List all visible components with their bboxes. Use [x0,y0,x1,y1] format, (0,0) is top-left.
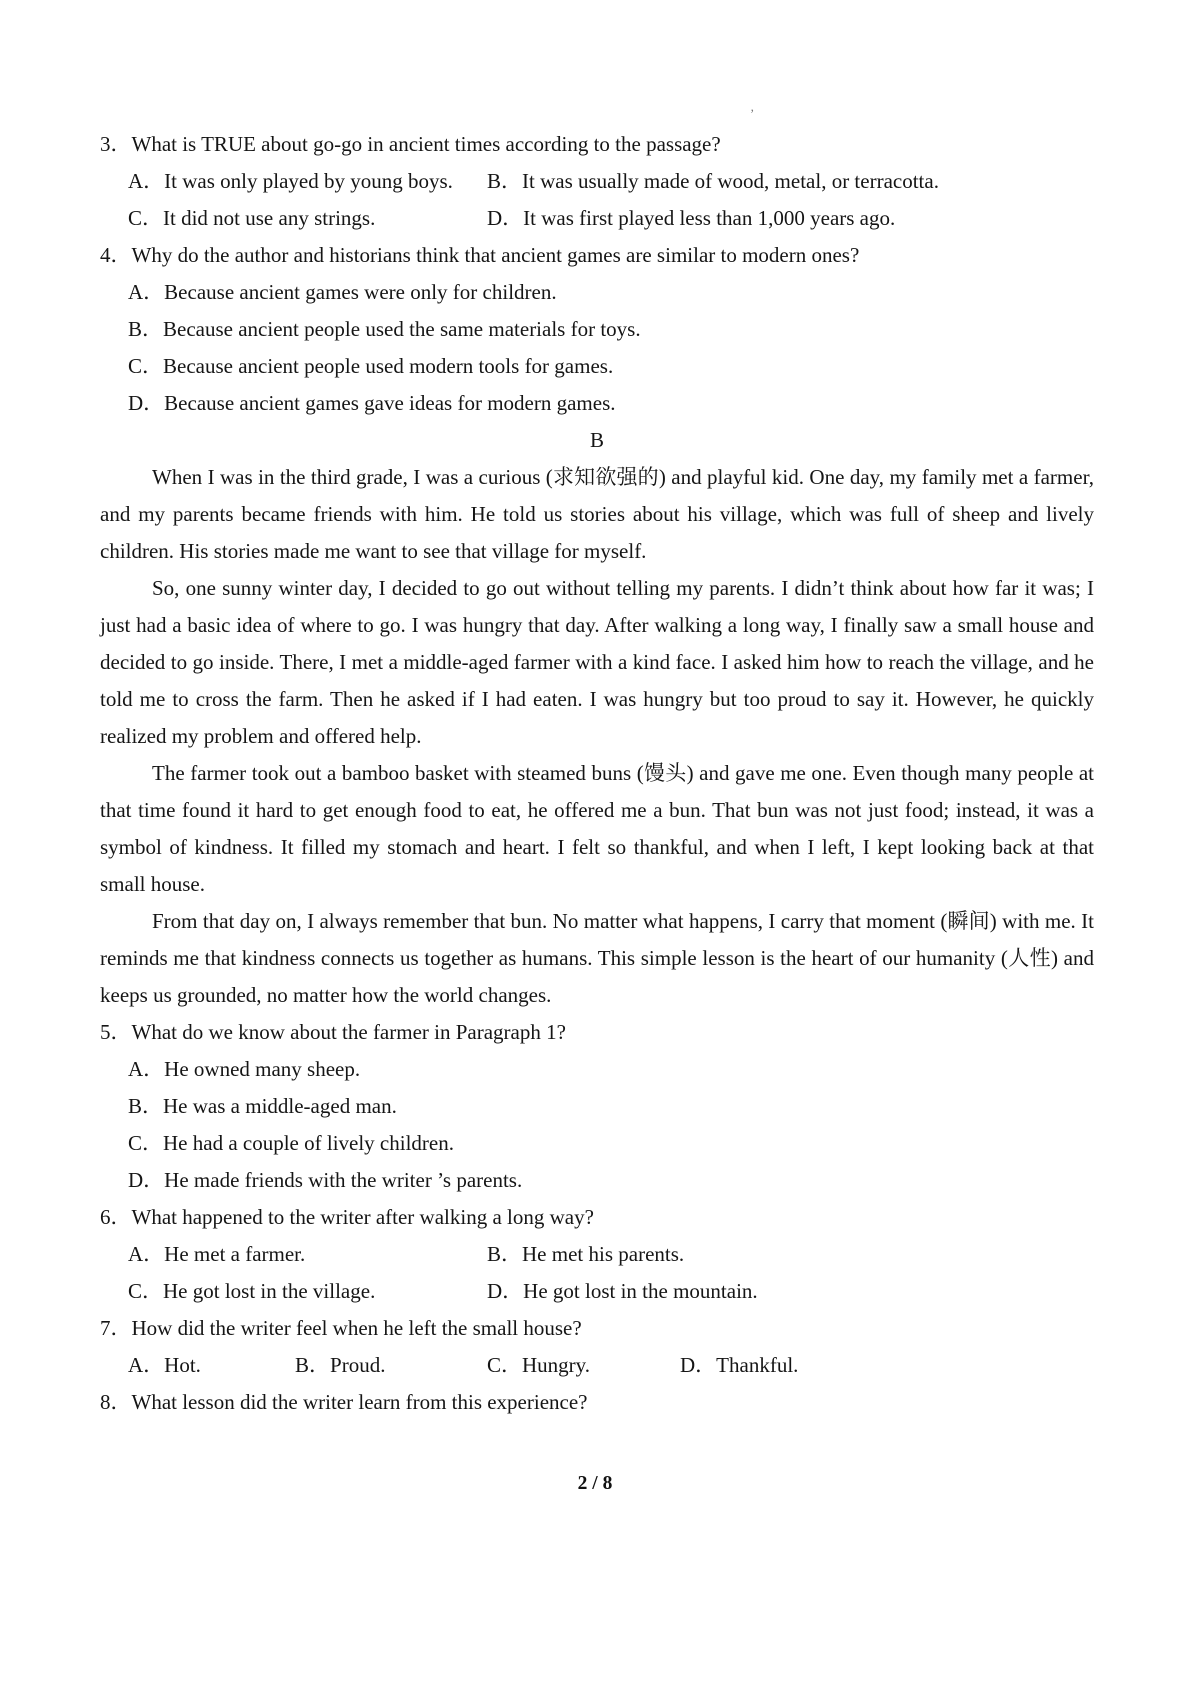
passage-paragraph: When I was in the third grade, I was a curious (求知欲强的) and playful kid. One day, my family met a farmer, and my parents became friends with him. He told us stories about his village, which was full of sheep and lively children. His stories made me want to see that village for myself. [100,465,1094,563]
option-text: He met a farmer. [164,1242,306,1266]
options-group [128,163,1094,237]
passage-body [100,459,1094,1014]
option-label: D． [487,206,524,230]
option-label: C． [128,1279,164,1303]
question-number: 3． [100,132,132,156]
options-group [128,274,1094,422]
question-text: What happened to the writer after walking a long way? [131,1205,594,1229]
option-item [487,1273,1094,1310]
option-label: C． [128,354,164,378]
passage-paragraph: From that day on, I always remember that bun. No matter what happens, I carry that moment (瞬间) with me. It reminds me that kindness connects us together as humans. This simple lesson is the heart of our humanity (人性) and keeps us grounded, no matter how the world changes. [100,909,1094,1007]
option-item [487,1347,680,1384]
option-item [128,1051,1094,1088]
option-item [128,200,487,237]
options-group [128,1347,1094,1384]
option-text: Because ancient people used modern tools for games. [163,354,614,378]
option-label: D． [128,391,165,415]
option-label: A． [128,1353,165,1377]
option-text: It was usually made of wood, metal, or terracotta. [522,169,939,193]
option-label: A． [128,1242,165,1266]
options-group [128,1236,1094,1310]
question-block [100,237,1094,422]
question-line [100,126,1094,163]
question-text: How did the writer feel when he left the small house? [131,1316,582,1340]
question-line [100,1014,1094,1051]
passage-section-label: B [589,428,604,452]
option-item [128,311,1094,348]
option-label: A． [128,169,165,193]
option-label: D． [680,1353,717,1377]
option-item [128,348,1094,385]
option-text: He owned many sheep. [164,1057,361,1081]
page-number: 2 / 8 [577,1473,613,1494]
question-number: 4． [100,243,132,267]
option-text: It was only played by young boys. [164,169,453,193]
option-text: Thankful. [716,1353,799,1377]
question-line [100,237,1094,274]
option-label: B． [128,1094,164,1118]
option-item [295,1347,487,1384]
questions-5-8 [100,1014,1094,1421]
passage-paragraph: So, one sunny winter day, I decided to go out without telling my parents. I didn’t think about how far it was; I just had a basic idea of where to go. I was hungry that day. After walking a long way, I finally saw a small house and decided to go inside. There, I met a middle-aged farmer with a kind face. I asked him how to reach the village, and he told me to cross the farm. Then he asked if I had eaten. I was hungry but too proud to say it. However, he quickly realized my problem and offered help. [100,576,1094,748]
option-text: He made friends with the writer ’s parents. [164,1168,523,1192]
option-item [128,385,1094,422]
option-text: Because ancient games gave ideas for modern games. [164,391,616,415]
option-item [487,1236,1094,1273]
option-item [128,274,1094,311]
option-item [487,163,1094,200]
question-number: 8． [100,1390,132,1414]
option-text: Hungry. [522,1353,591,1377]
question-number: 7． [100,1316,132,1340]
option-item [128,1088,1094,1125]
option-text: It was first played less than 1,000 years ago. [523,206,896,230]
option-text: He had a couple of lively children. [163,1131,454,1155]
question-block [100,126,1094,237]
option-text: Because ancient people used the same materials for toys. [163,317,641,341]
question-block [100,1384,1094,1421]
option-item [128,1125,1094,1162]
option-label: D． [487,1279,524,1303]
option-text: It did not use any strings. [163,206,376,230]
question-block [100,1310,1094,1384]
option-text: He was a middle-aged man. [163,1094,397,1118]
question-number: 6． [100,1205,132,1229]
question-text: What do we know about the farmer in Paragraph 1? [131,1020,566,1044]
option-item [487,200,1094,237]
option-item [128,1162,1094,1199]
question-text: Why do the author and historians think that ancient games are similar to modern ones? [131,243,860,267]
option-label: D． [128,1168,165,1192]
option-item [128,1273,487,1310]
option-label: B． [487,1242,523,1266]
question-line [100,1384,1094,1421]
option-label: C． [487,1353,523,1377]
questions-3-4 [100,126,1094,422]
option-label: B． [487,169,523,193]
option-text: Hot. [164,1353,201,1377]
option-text: Proud. [330,1353,386,1377]
option-label: A． [128,1057,165,1081]
question-block [100,1014,1094,1199]
passage-paragraph: The farmer took out a bamboo basket with steamed buns (馒头) and gave me one. Even though many people at that time found it hard to get enough food to eat, he offered me a bun. That bun was not just food; instead, it was a symbol of kindness. It filled my stomach and heart. I felt so thankful, and when I left, I kept looking back at that small house. [100,761,1094,896]
option-text: Because ancient games were only for children. [164,280,557,304]
option-text: He got lost in the mountain. [523,1279,758,1303]
option-item [128,163,487,200]
question-number: 5． [100,1020,132,1044]
option-label: B． [295,1353,331,1377]
option-text: He got lost in the village. [163,1279,376,1303]
stray-mark: ʼ [750,106,755,121]
option-label: A． [128,280,165,304]
option-label: B． [128,317,164,341]
option-text: He met his parents. [522,1242,685,1266]
option-label: C． [128,206,164,230]
exam-page-content [100,126,1094,1421]
option-item [128,1347,295,1384]
question-line [100,1310,1094,1347]
option-item [680,1347,1094,1384]
options-group [128,1051,1094,1199]
question-text: What is TRUE about go-go in ancient times according to the passage? [131,132,721,156]
option-item [128,1236,487,1273]
question-line [100,1199,1094,1236]
question-text: What lesson did the writer learn from this experience? [131,1390,588,1414]
option-label: C． [128,1131,164,1155]
question-block [100,1199,1094,1310]
